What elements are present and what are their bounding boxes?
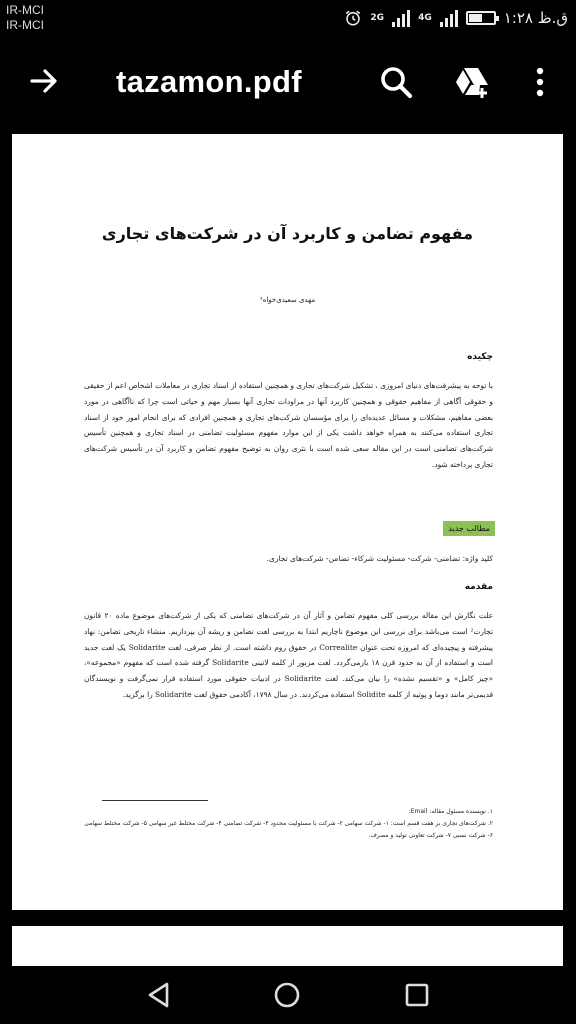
carrier-1: IR-MCI [6,3,44,17]
footnote-divider [102,800,208,801]
abstract-heading: چکیده [467,352,493,362]
nav-recent-apps-icon[interactable] [402,980,432,1010]
abstract-text: با توجه به پیشرفت‌های دنیای امروزی ، تشکیل شرکت‌های تجاری و همچنین استفاده از اسناد تجاری در معاملات اشخاص اعم از حقیقی و حقوقی آگاهی از مفاهیم حقوقی و همچنین کاربرد آنها در مراودات تجاری آنها بسیار مهم و حیاتی است چرا که ناآگاهی در مورد بعضی مفاهیم، مشکلات و مسائل عدیده‌ای را برای مؤسسان شرکت‌های تجاری و همچنین افرادی که برای انجام امور خود از اسناد تجاری استفاده می‌کنند به همراه خواهد داشت یکی از این موارد مفهوم مسئولیت تضامنی در اسناد تجاری و همچنین تأسیس شرکت‌های تضامنی است در این مقاله سعی شده است با نثری روان به توضیح مفهوم تضامن و کاربرد آن در تأسیس شرکت‌های تجاری پرداخته شود. [84,381,493,469]
signal-2-icon [440,9,458,27]
alarm-icon [344,9,362,27]
next-pdf-page[interactable] [12,926,563,966]
battery-icon [466,11,496,25]
status-bar [0,0,576,38]
signal-1-icon [392,9,410,27]
document-author: مهدی سعیدی‌خواه¹ [259,296,316,304]
carrier-2: IR-MCI [6,18,44,32]
network-type-2: 4G [418,13,432,23]
app-bar [0,38,576,128]
pdf-page[interactable] [12,134,563,910]
google-drive-add-icon[interactable] [452,64,492,100]
nav-back-icon[interactable] [144,980,174,1010]
intro-text: علت نگارش این مقاله بررسی کلی مفهوم تضامن و آثار آن در شرکت‌های تضامنی که یکی از شرکت‌های موضوع ماده ۲۰ قانون تجارت² است می‌باشد برای بررسی این موضوع ناچاریم ابتدا به بررسی لغت تضامن و ریشه آن بپردازیم. منشاء تاریخی تضامن: نهاد پیشرفته و پیچیده‌ای که امروزه تحت عنوان Correalite در حقوق روم داشته است. از نظر صرفی، لغت Solidarite یک لغت جدید است و استفاده از آن به حدود قرن ۱۸ بازمی‌گردد. لغت مزبور از کلمه لاتینی Solidarite گرفته شده است که مفهوم «مجموعه»، «چیز کامل» و «تقسیم نشده» را بیان می‌کند. لغت Solidarite در ادبیات حقوقی مورد استفاده قرار نمی‌گرفت و نویسندگان قدیمی‌تر مانند دوما و پوتیه از کلمه Solidite استفاده می‌کردند. در سال ۱۷۹۸، آکادمی حقوق لغت Solidarite را برگزید. [84,611,494,699]
footnote-2: ۲. شرکت‌های تجاری بر هفت قسم است: ۱- شرکت سهامی ۲- شرکت با مسئولیت محدود ۳- شرکت تضامنی ۴- شرکت مختلط غیر سهامی ۵- شرکت مختلط سهامی ۶- شرکت نسبی ۷- شرکت تعاونی تولید و مصرف. [84,820,493,839]
network-type-1: 2G [370,13,385,23]
intro-heading: مقدمه [464,582,493,592]
search-icon[interactable] [378,64,414,100]
new-articles-link[interactable]: مطالب جدید [443,521,495,536]
arrow-forward-icon[interactable] [26,63,62,99]
document-filename: tazamon.pdf [116,64,302,99]
document-title: مفهوم تضامن و کاربرد آن در شرکت‌های تجاری [101,224,474,243]
keywords: کلید واژه: تضامنی- شرکت- مسئولیت شرکاء- تضامن- شرکت‌های تجاری. [266,554,493,563]
nav-home-icon[interactable] [272,980,302,1010]
footnotes [78,806,493,842]
navigation-bar [0,966,576,1024]
footnote-1: ۱. نویسنده مسئول مقاله: Email: [408,808,493,815]
status-icons [344,6,568,30]
carrier-labels [6,3,44,33]
battery-fill [469,14,482,22]
more-vert-icon[interactable] [528,64,552,100]
clock: ق.ظ ۱:۲۸ [503,9,568,27]
